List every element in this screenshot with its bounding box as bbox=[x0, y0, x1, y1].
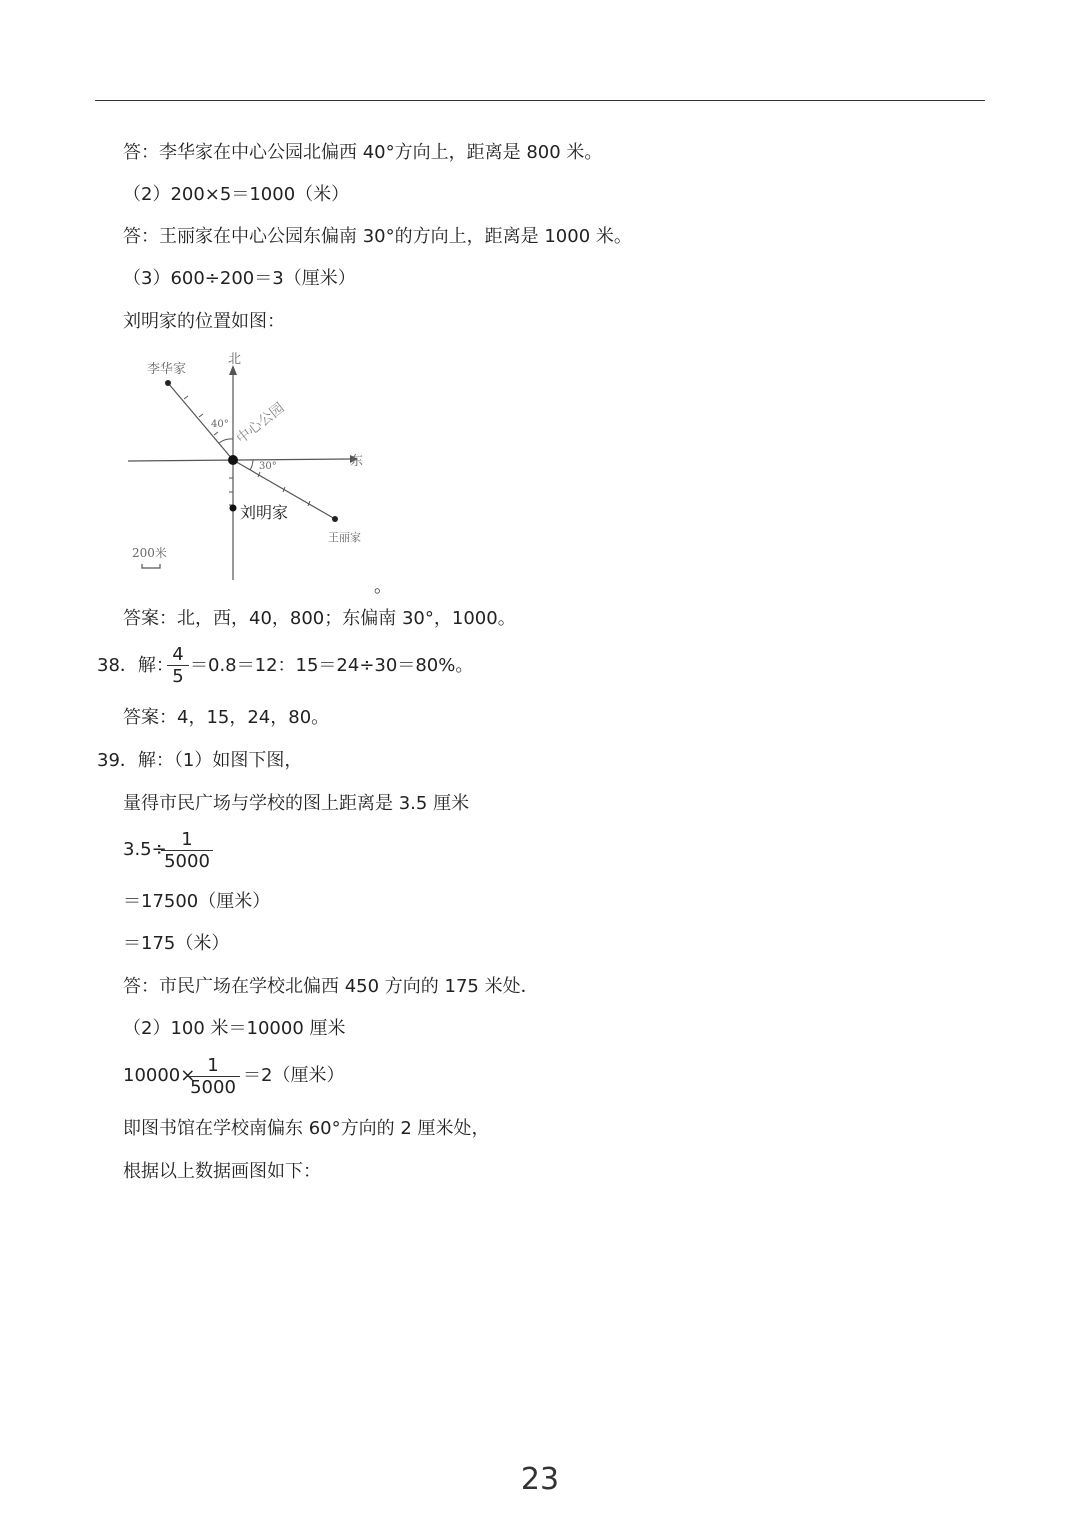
angle-40-label: 40° bbox=[211, 419, 229, 430]
answer-square: 答：市民广场在学校北偏西 450 方向的 175 米处． bbox=[123, 976, 539, 997]
direction-diagram bbox=[122, 345, 382, 585]
calc-3-5-div: 3.5÷ bbox=[123, 839, 167, 860]
calc-2: （2）200×5＝1000（米） bbox=[123, 184, 350, 205]
east-label: 东 bbox=[350, 454, 364, 469]
center-point bbox=[228, 455, 238, 465]
fraction-1-5000-b: $\frac{1}{5000}$ bbox=[186, 1056, 240, 1098]
q39-label: 39．解：（1）如图下图， bbox=[97, 750, 303, 771]
liuming-label: 刘明家 bbox=[240, 503, 289, 522]
answer-wangli: 答：王丽家在中心公园东偏南 30°的方向上，距离是 1000 米。 bbox=[123, 226, 632, 247]
calc-3: （3）600÷200＝3（厘米） bbox=[123, 268, 356, 289]
library-text: 即图书馆在学校南偏东 60°方向的 2 厘米处， bbox=[123, 1118, 490, 1139]
liuming-intro: 刘明家的位置如图： bbox=[123, 311, 285, 332]
q38-label: 38．解： bbox=[97, 655, 174, 676]
scale-label: 200米 bbox=[132, 546, 167, 560]
result-m: ＝175（米） bbox=[123, 933, 230, 954]
wangli-label: 王丽家 bbox=[328, 531, 361, 544]
fraction-4-5: $\frac{4}{5}$ bbox=[167, 645, 189, 687]
measure-text: 量得市民广场与学校的图上距离是 3.5 厘米 bbox=[123, 793, 470, 814]
diagram-period: 。 bbox=[374, 576, 392, 597]
fraction-1-5000-a: $\frac{1}{5000}$ bbox=[161, 830, 213, 872]
q38-equation: ＝0.8＝12：15＝24÷30＝80%。 bbox=[190, 655, 474, 676]
page-number: 23 bbox=[520, 1462, 560, 1497]
calc-10000-mul: 10000× bbox=[123, 1065, 196, 1086]
draw-intro: 根据以上数据画图如下： bbox=[123, 1161, 321, 1182]
answer-38-prev: 答案：北，西，40，800；东偏南 30°，1000。 bbox=[123, 608, 516, 629]
header-rule bbox=[95, 100, 985, 101]
lihua-point bbox=[165, 380, 171, 386]
result-cm: ＝17500（厘米） bbox=[123, 891, 271, 912]
angle-30-label: 30° bbox=[259, 461, 277, 472]
wangli-point bbox=[332, 516, 338, 522]
lihua-label: 李华家 bbox=[147, 362, 187, 377]
north-label: 北 bbox=[228, 352, 242, 367]
liuming-point bbox=[230, 505, 237, 512]
answer-lihua: 答：李华家在中心公园北偏西 40°方向上，距离是 800 米。 bbox=[123, 142, 603, 163]
east-west-axis bbox=[128, 459, 350, 461]
result-2cm: ＝2（厘米） bbox=[243, 1065, 345, 1086]
answer-38: 答案：4，15，24，80。 bbox=[123, 707, 330, 728]
calc-100m: （2）100 米＝10000 厘米 bbox=[123, 1018, 346, 1039]
center-label: 中心公园 bbox=[233, 400, 288, 448]
scale-bar bbox=[142, 564, 160, 568]
